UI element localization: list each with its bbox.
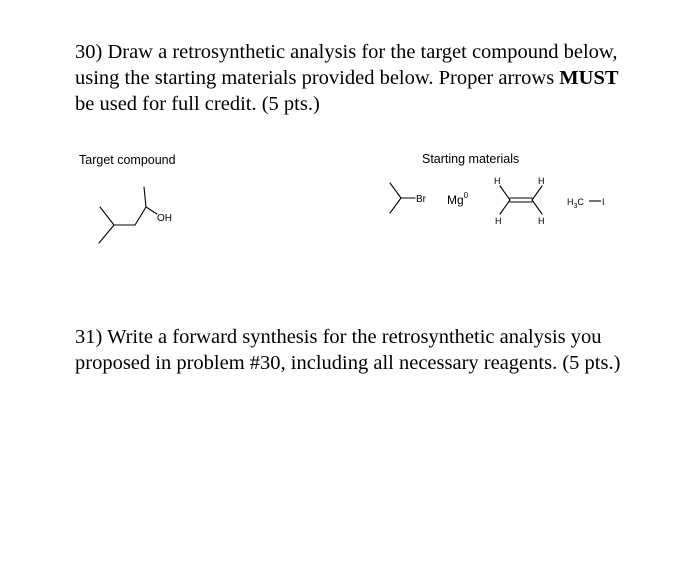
question-31-text: 31) Write a forward synthesis for the retrosynthetic analysis you proposed in problem #30, including all necessary reagents. (5 pts.) — [75, 326, 621, 374]
question-30-tail: be used for full credit. (5 pts.) — [75, 93, 320, 115]
iodine-label: I — [602, 197, 605, 207]
ethylene-h-bottom-left: H — [495, 216, 502, 226]
methyl-h: H — [567, 197, 574, 207]
starting-materials-label: Starting materials — [422, 152, 520, 166]
methyl-h-subscript: 3 — [573, 203, 578, 210]
ethylene-h-top-right: H — [538, 176, 545, 186]
isopropyl-bromide-structure — [390, 183, 415, 213]
magnesium-symbol: Mg — [447, 193, 464, 207]
ethylene-structure — [500, 186, 542, 214]
question-30-lead: 30) Draw a retrosynthetic analysis for the target compound below, using the starting materials provided below. Proper arrows — [75, 41, 618, 89]
target-compound-label: Target compound — [79, 153, 176, 167]
magnesium-oxidation-state: 0 — [463, 191, 469, 200]
bromine-label: Br — [416, 194, 426, 205]
target-oh-label: OH — [157, 213, 172, 224]
target-compound-structure — [99, 187, 157, 243]
ethylene-h-bottom-right: H — [538, 216, 545, 226]
question-30-emphasis: MUST — [559, 67, 619, 89]
methyl-group-label — [567, 197, 584, 210]
methyl-c: C — [577, 197, 584, 207]
ethylene-h-top-left: H — [494, 176, 501, 186]
magnesium-label — [447, 191, 469, 207]
